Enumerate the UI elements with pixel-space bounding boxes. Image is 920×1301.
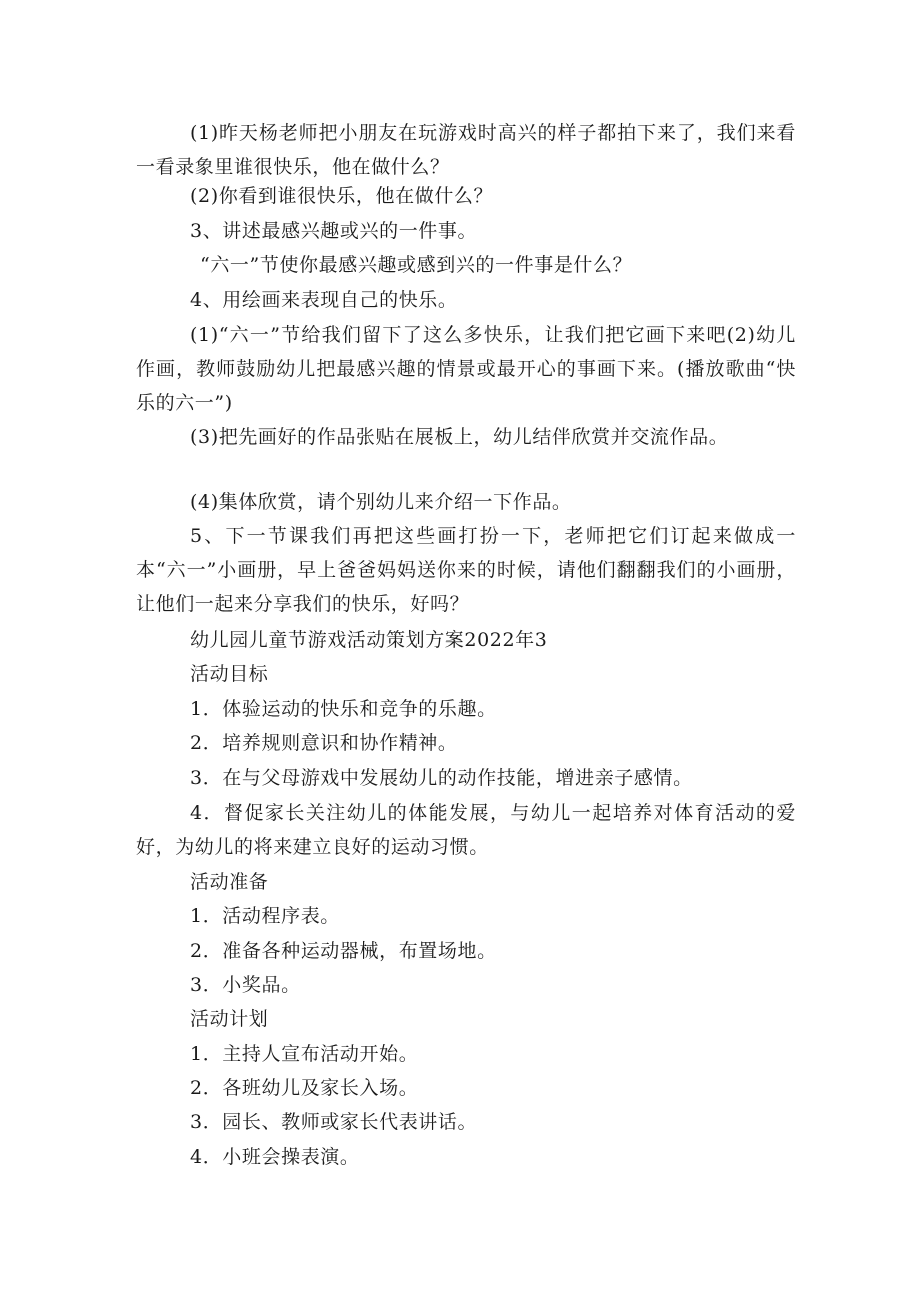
list-item: 1．主持人宣布活动开始。 — [190, 1043, 419, 1065]
list-item: 3．小奖品。 — [190, 974, 301, 996]
section-heading-preparation: 活动准备 — [190, 871, 269, 893]
paragraph-4: “六一”节使你最感兴趣或感到兴的一件事是什么？ — [200, 254, 633, 276]
paragraph-6: (1)“六一”节给我们留下了这么多快乐，让我们把它画下来吧(2)幼儿作画，教师鼓励幼儿把最感兴趣的情景或最开心的事画下来。(播放歌曲“快乐的六一”) — [136, 324, 796, 414]
paragraph-9: 5、下一节课我们再把这些画打扮一下，老师把它们订起来做成一本“六一”小画册，早上爸爸妈妈送你来的时候，请他们翻翻我们的小画册，让他们一起来分享我们的快乐，好吗？ — [136, 525, 796, 615]
paragraph-10: 幼儿园儿童节游戏活动策划方案2022年3 — [190, 629, 548, 651]
paragraph-7: (3)把先画好的作品张贴在展板上，幼儿结伴欣赏并交流作品。 — [190, 426, 729, 448]
paragraph-3: 3、讲述最感兴趣或兴的一件事。 — [190, 220, 478, 242]
paragraph-8: (4)集体欣赏，请个别幼儿来介绍一下作品。 — [190, 491, 572, 513]
list-item: 3．园长、教师或家长代表讲话。 — [190, 1111, 478, 1133]
list-item: 2．准备各种运动器械，布置场地。 — [190, 940, 497, 962]
list-item: 4．小班会操表演。 — [190, 1146, 360, 1168]
section-heading-plan: 活动计划 — [190, 1008, 269, 1030]
paragraph-2: (2)你看到谁很快乐，他在做什么？ — [190, 185, 494, 207]
section-heading-goals: 活动目标 — [190, 663, 269, 685]
list-item: 1．活动程序表。 — [190, 905, 340, 927]
paragraph-5: 4、用绘画来表现自己的快乐。 — [190, 289, 458, 311]
paragraph-1: (1)昨天杨老师把小朋友在玩游戏时高兴的样子都拍下来了，我们来看一看录象里谁很快乐，他在做什么？ — [136, 122, 796, 178]
list-item: 4．督促家长关注幼儿的体能发展，与幼儿一起培养对体育活动的爱好，为幼儿的将来建立良好的运动习惯。 — [136, 802, 796, 858]
list-item: 2．培养规则意识和协作精神。 — [190, 732, 458, 754]
list-item: 3．在与父母游戏中发展幼儿的动作技能，增进亲子感情。 — [190, 767, 693, 789]
list-item: 2．各班幼儿及家长入场。 — [190, 1077, 419, 1099]
list-item: 1．体验运动的快乐和竞争的乐趣。 — [190, 698, 497, 720]
